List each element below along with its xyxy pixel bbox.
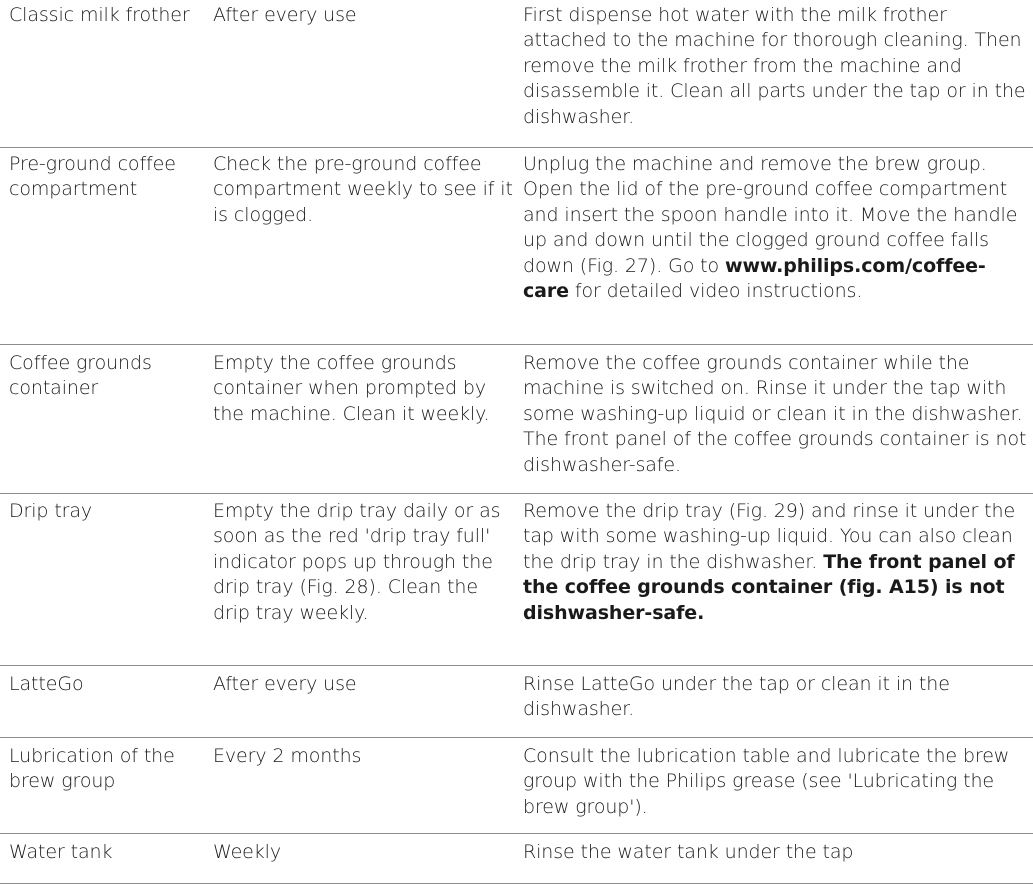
table-row — [0, 738, 1033, 834]
when-cell: Empty the coffee grounds container when prompted by the machine. Clean it weekly. — [213, 352, 490, 425]
how-cell: Remove the coffee grounds container while the machine is switched on. Rinse it under the tap with some washing-up liquid or clean it in the dishwasher. The front panel of the coffee grounds container is not dishwasher-safe. — [523, 352, 1027, 476]
table-row — [0, 666, 1033, 738]
how-cell: Rinse the water tank under the tap — [523, 841, 854, 863]
warning-text: The front panel of the coffee grounds container (fig. A15) is not dishwasher-safe. — [523, 550, 1015, 624]
table-row — [0, 494, 1033, 666]
how-cell — [523, 152, 1033, 344]
part-cell: Lubrication of the brew group — [9, 745, 175, 793]
how-text: for detailed video instructions. — [568, 280, 863, 303]
when-cell: Check the pre-ground coffee compartment weekly to see if it is clogged. — [213, 153, 513, 226]
part-cell: Water tank — [9, 841, 113, 863]
part-cell: Classic milk frother — [9, 4, 190, 26]
when-cell: Every 2 months — [213, 745, 362, 767]
part-cell: Drip tray — [9, 500, 93, 522]
when-cell: Empty the drip tray daily or as soon as the red 'drip tray full' indicator pops up through the drip tray (Fig. 28). Clean the drip tray weekly. — [213, 500, 501, 624]
part-cell: Coffee grounds container — [9, 352, 152, 400]
table-row — [0, 148, 1033, 345]
how-cell: First dispense hot water with the milk frother attached to the machine for thorough cleaning. Then remove the milk frother from the machine and disassemble it. Clean all parts under the tap or in the dishwasher. — [523, 4, 1026, 128]
how-text: Remove the drip tray (Fig. 29) and rinse it under the tap with some washing-up liquid. You can also clean the drip tray in the dishwasher. — [523, 500, 1016, 573]
table-row — [0, 0, 1033, 148]
coffee-care-link[interactable]: www.philips.com/coffee-care — [523, 254, 986, 303]
how-cell — [523, 499, 1033, 665]
table-row — [0, 345, 1033, 494]
how-text: Unplug the machine and remove the brew group. Open the lid of the pre-ground coffee compartment and insert the spoon handle into it. Move the handle up and down until the clogged ground coffee falls down (Fig. 27). Go to — [523, 153, 1018, 277]
when-cell: After every use — [213, 673, 357, 695]
how-cell: Consult the lubrication table and lubricate the brew group with the Philips grease (see 'Lubricating the brew group'). — [523, 745, 1010, 818]
part-cell: Pre-ground coffee compartment — [9, 153, 176, 201]
table-row — [0, 834, 1033, 884]
part-cell: LatteGo — [9, 673, 84, 695]
when-cell: Weekly — [213, 841, 281, 863]
when-cell: After every use — [213, 4, 357, 26]
how-cell: Rinse LatteGo under the tap or clean it in the dishwasher. — [523, 673, 950, 721]
